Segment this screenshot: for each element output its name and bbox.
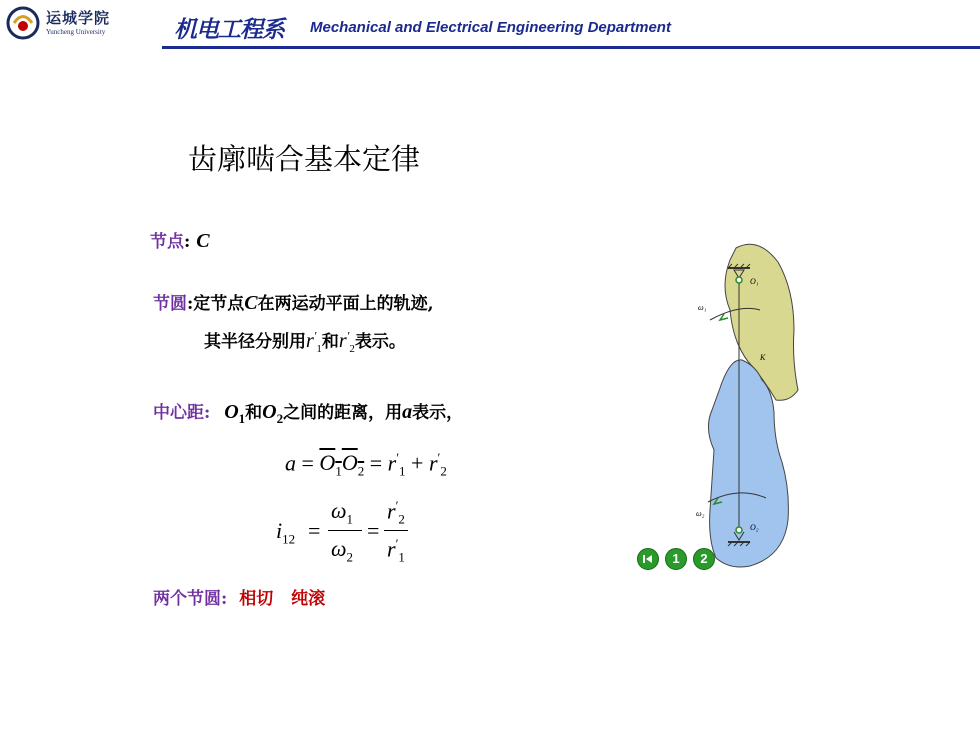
page-1-button[interactable]: 1 <box>665 548 687 570</box>
logo-chinese-name: 运城学院 <box>46 9 111 27</box>
center-distance-label: 中心距: <box>153 403 211 423</box>
svg-text:O₂: O₂ <box>750 523 759 532</box>
page-2-button[interactable]: 2 <box>693 548 715 570</box>
first-page-button[interactable] <box>637 548 659 570</box>
svg-text:ω₂: ω₂ <box>696 509 705 518</box>
rewind-icon <box>638 549 658 569</box>
o1-symbol: $O_1$ <box>224 401 246 426</box>
pitch-point-colon: : <box>184 232 191 252</box>
slide-title: 齿廓啮合基本定律 <box>188 142 421 176</box>
two-pitch-circles-label: 两个节圆: <box>153 589 228 609</box>
department-english: Mechanical and Electrical Engineering Department <box>310 19 671 36</box>
tangent-word: 相切 <box>239 589 274 609</box>
pitch-circle-symbol: C <box>244 292 258 314</box>
pitch-point-label: 节点 <box>150 232 184 252</box>
pitch-circle-and: 和 <box>321 332 339 352</box>
o1o2-overline: $O_1O_2$ <box>319 450 365 479</box>
pitch-circle-line-1 <box>153 289 434 315</box>
center-distance-and: 和 <box>245 403 263 423</box>
pitch-circle-line-2 <box>204 327 406 355</box>
logo-english-name: Yuncheng University <box>46 28 106 36</box>
center-distance-text-a: 之间的距离，用 <box>283 403 403 423</box>
radius-r1: $r'_1$ <box>306 328 322 355</box>
department-chinese: 机电工程系 <box>174 17 284 43</box>
pure-rolling-word: 纯滚 <box>291 589 326 609</box>
university-logo <box>0 0 162 46</box>
pitch-point-line <box>150 227 210 253</box>
a-symbol: a <box>402 401 413 423</box>
svg-text:O₁: O₁ <box>750 277 759 286</box>
pitch-circle-line2-b: 表示。 <box>354 332 406 352</box>
pitch-circle-text-b: 在两运动平面上的轨迹, <box>257 294 434 314</box>
center-distance-line <box>153 398 463 427</box>
center-distance-text-b: 表示， <box>412 403 464 423</box>
pitch-point-symbol: C <box>196 230 210 252</box>
two-pitch-circles-line <box>153 584 325 609</box>
o1-pivot-icon <box>736 277 742 283</box>
svg-text:ω₁: ω₁ <box>698 303 707 312</box>
transmission-ratio-formula: $i_{12}$ = $\omega_1$ $\omega_2$ = $r'_2$ $r'_1$ <box>276 498 436 578</box>
header-divider <box>162 46 980 49</box>
pitch-circle-text-a: :定节点 <box>187 294 245 314</box>
svg-text:K: K <box>760 353 766 362</box>
pitch-circle-label: 节圆 <box>153 294 187 314</box>
radius-r2: $r'_2$ <box>338 328 355 355</box>
pitch-circle-line2-a: 其半径分别用 <box>204 332 306 352</box>
o2-pivot-icon <box>736 527 742 533</box>
gear-profile-diagram <box>690 240 800 570</box>
header <box>0 0 980 48</box>
university-emblem-icon <box>6 6 40 40</box>
o2-symbol: $O_2$ <box>262 401 284 426</box>
center-distance-formula: $a = O_1O_2 = r'_1 + r'_2$ <box>285 450 447 479</box>
